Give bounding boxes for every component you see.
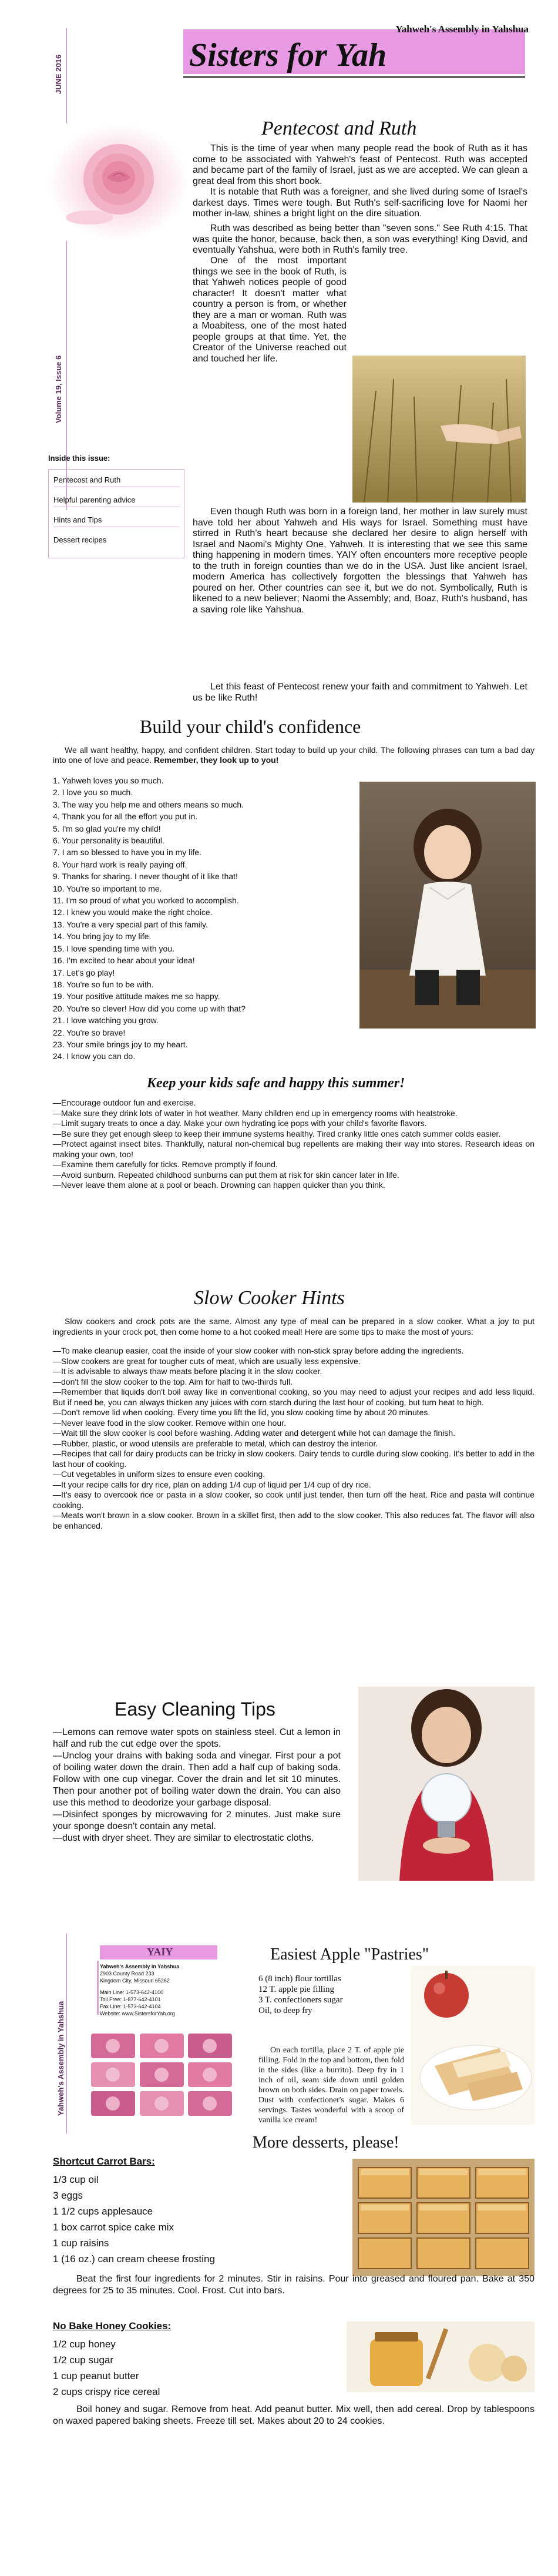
list-item: 1/2 cup honey xyxy=(53,2339,116,2350)
list-item: 1 cup raisins xyxy=(53,2237,109,2249)
list-item: Oil, to deep fry xyxy=(258,2006,312,2015)
list-item: 22. You're so brave! xyxy=(53,1027,126,1037)
address-line: Website: www.SistersforYah.org xyxy=(100,2011,175,2016)
newsletter-title: Sisters for Yah xyxy=(189,37,387,73)
lightbulb-photo xyxy=(358,1687,535,1881)
slow-cooker-intro: Slow cookers and crock pots are the same. Almost any type of meal can be prepared in a slow cooker. What a joy to put ingredients in your crock pot, then come home to a hot cooked meal! Here are some tips to make the most of yours: xyxy=(53,1317,535,1336)
list-item: 6 (8 inch) flour tortillas xyxy=(258,1974,341,1984)
list-item: 18. You're so fun to be with. xyxy=(53,979,154,989)
inside-item: Dessert recipes xyxy=(53,535,107,544)
list-item: 24. I know you can do. xyxy=(53,1051,136,1061)
list-item: 1 (16 oz.) can cream cheese frosting xyxy=(53,2253,215,2265)
cleaning-list xyxy=(53,1727,341,1844)
list-item: 5. I'm so glad you're my child! xyxy=(53,823,161,833)
yaiy-label: YAIY xyxy=(147,1946,173,1958)
inside-box xyxy=(48,469,184,558)
list-item: —Cut vegetables in uniform sizes to ensure even cooking. xyxy=(53,1469,265,1479)
list-item: 1. Yahweh loves you so much. xyxy=(53,776,164,785)
list-item: —It is advisable to always thaw meats before placing it in the slow cooker. xyxy=(53,1366,322,1376)
list-item: 3 eggs xyxy=(53,2190,83,2201)
address-line: Toll Free: 1-877-642-4101 xyxy=(100,1997,161,2002)
issue-date-text: JUNE 2016 xyxy=(54,54,63,94)
back-rule xyxy=(66,1934,67,2133)
list-item: —Never leave them alone at a pool or beach. Drowning can happen quicker than you think. xyxy=(53,1180,385,1190)
list-item: 2 cups crispy rice cereal xyxy=(53,2386,160,2397)
list-item: 7. I am so blessed to have you in my life. xyxy=(53,847,201,857)
summer-list xyxy=(53,1098,535,1191)
list-item: 4. Thank you for all the effort you put in. xyxy=(53,812,198,822)
list-item: 11. I'm so proud of what you worked to accomplish. xyxy=(53,896,239,906)
list-item: —Wait till the slow cooker is cool before washing. Adding water and detergent while hot can damage the finish. xyxy=(53,1428,456,1438)
list-item: —Make sure they drink lots of water in hot weather. Many children end up in emergency rooms with heatstroke. xyxy=(53,1108,458,1118)
slow-cooker-title: Slow Cooker Hints xyxy=(194,1287,345,1309)
honey-jar-photo xyxy=(347,2322,535,2392)
pentecost-paragraph: It is notable that Ruth was a foreigner, and she lived during some of Israel's darkest days. Times were tough. But Ruth's self-sacrificing love for Naomi her mother in-law, shines a bright light on the dire situation. xyxy=(193,187,527,219)
apple-ingredients xyxy=(258,1974,343,2016)
pentecost-paragraph: Ruth was described as being better than "seven sons." See Ruth 4:15. That was quite the honor, because, back then, a son was everything! King David, and eventually Yahshua, were both in Ruth's family tree. xyxy=(193,223,527,255)
confidence-intro-text: We all want healthy, happy, and confident children. Start today to build up your child. The following phrases can turn a bad day into one of love and peace. xyxy=(53,745,535,765)
back-vertical-org xyxy=(56,2001,65,2116)
carrot-bars-photo xyxy=(352,2159,535,2276)
carrot-bars-title: Shortcut Carrot Bars: xyxy=(53,2156,155,2167)
list-item: —To make cleanup easier, coat the inside of your slow cooker with non-stick spray before adding the ingredients. xyxy=(53,1346,464,1355)
list-item: —Never leave food in the slow cooker. Remove within one hour. xyxy=(53,1418,286,1428)
list-item: 19. Your positive attitude makes me so happy. xyxy=(53,991,220,1001)
list-item: —Meats won't brown in a slow cooker. Brown in a skillet first, then add to the slow cooker. This also reduces fat. The flavor will also be enhanced. xyxy=(53,1510,535,1530)
list-item: 1 cup peanut butter xyxy=(53,2370,139,2381)
pentecost-paragraph: This is the time of year when many people read the book of Ruth as it has come to be associated with Yahweh's feast of Pentecost. Ruth was accepted and became part of the family of Israel, just as we are accepted. We can glean a great deal from this short book. xyxy=(193,143,527,186)
list-item: —Rubber, plastic, or wood utensils are preferable to metal, which can destroy the interior. xyxy=(53,1438,378,1448)
inside-item: Helpful parenting advice xyxy=(53,495,179,507)
honey-cookies-ingredients xyxy=(53,2336,160,2400)
carrot-ingredients xyxy=(53,2172,215,2267)
carrot-directions: Beat the first four ingredients for 2 minutes. Stir in raisins. Pour into greased and floured pan. Bake at 350 degrees for 25 to 35 minutes. Cool. Frost. Cut into bars. xyxy=(53,2274,535,2296)
honey-cookies-title: No Bake Honey Cookies: xyxy=(53,2320,172,2332)
issue-date xyxy=(54,0,63,94)
pentecost-paragraph: Let this feast of Pentecost renew your faith and commitment to Yahweh. Let us be like Ruth! xyxy=(193,682,527,703)
list-item: —Don't remove lid when cooking. Every time you lift the lid, you slow cooking time by about 20 minutes. xyxy=(53,1408,431,1417)
list-item: —Remember that liquids don't boil away like in conventional cooking, so you may need to adjust your recipes and add less liquid. But if need be, you can always thicken any juices with corn starch during the last hour of cooking, but turn heat to high. xyxy=(53,1387,535,1407)
list-item: 2. I love you so much. xyxy=(53,788,133,798)
list-item: 17. Let's go play! xyxy=(53,967,115,977)
confidence-title: Build your child's confidence xyxy=(140,716,361,737)
list-item: 1 box carrot spice cake mix xyxy=(53,2222,174,2233)
list-item: —Be sure they get enough sleep to keep their immune systems healthy. Tired cranky little ones catch summer colds easier. xyxy=(53,1128,501,1138)
pentecost-title: Pentecost and Ruth xyxy=(261,118,417,139)
list-item: —Lemons can remove water spots on stainless steel. Cut a lemon in half and rub the cut edge over the spots. xyxy=(53,1727,341,1749)
volume-issue xyxy=(54,356,63,423)
confidence-list xyxy=(53,775,347,1063)
list-item: 1 1/2 cups applesauce xyxy=(53,2206,153,2217)
list-item: —It's easy to overcook rice or pasta in a slow cooker, so cook until just tender, then turn off the heat. Rice and pasta will continue cooking. xyxy=(53,1490,535,1510)
rose-image xyxy=(48,123,189,241)
summer-title: Keep your kids safe and happy this summer! xyxy=(147,1076,405,1091)
volume-issue-text: Volume 19, Issue 6 xyxy=(54,355,63,423)
list-item: 3. The way you help me and others means so much. xyxy=(53,799,244,809)
list-item: 9. Thanks for sharing. I never thought of it like that! xyxy=(53,872,238,882)
rose-grid-image xyxy=(88,2031,235,2119)
list-item: —Disinfect sponges by microwaving for 2 minutes. Just make sure your sponge doesn't contain any metal. xyxy=(53,1810,341,1831)
address-line: Kingdom City, Missouri 65262 xyxy=(100,1978,170,1984)
slow-cooker-list xyxy=(53,1346,535,1531)
back-vertical-text: Yahweh's Assembly in Yahshua xyxy=(56,2001,65,2116)
inside-item: Pentecost and Ruth xyxy=(53,475,179,487)
list-item: 14. You bring joy to my life. xyxy=(53,932,152,942)
list-item: —Recipes that call for dairy products can be tricky in slow cookers. Dairy tends to curdle during slow cooking. It's better to add in the last hour of cooking. xyxy=(53,1449,535,1469)
girl-photo xyxy=(359,782,536,1029)
org-name: Yahweh's Assembly in Yahshua xyxy=(395,24,529,35)
pentecost-paragraph: Even though Ruth was born in a foreign land, her mother in law surely must have told her about Yahweh and His ways for Israel. Something must have stirred in Ruth's heart because she declared her desire to align herself with Israel and Naomi's Mighty One, Yahweh. It is interesting that we see this same thing happening in modern times. YAIY often encounters more receptive people to the truth in foreign counties than we do in the USA. Just like ancient Israel, modern America has collectively forgotten the blessings that Yahweh has poured on her. Other countries can see it, but we do not. Symbolically, Ruth is likened to a new believer; Naomi the Assembly; and, Boaz, Ruth's husband, has a saving role like Yahshua. xyxy=(193,507,527,615)
list-item: 23. Your smile brings joy to my heart. xyxy=(53,1039,188,1049)
address-line xyxy=(100,1984,241,1989)
list-item: —Unclog your drains with baking soda and vinegar. First pour a pot of boiling water down the drain. Then add a half cup of baking soda. Follow with one cup vinegar. Cover the drain and let sit 10 minutes. Then pour another pot of boiling water down the drain. You can also use this method to deodorize your garbage disposal. xyxy=(53,1751,341,1808)
address-line: Yahweh's Assembly in Yahshua xyxy=(100,1964,180,1969)
honey-cookies-directions: Boil honey and sugar. Remove from heat. Add peanut butter. Mix well, then add cereal. Drop by tablespoons on waxed papered baking sheets. Freeze till set. Makes about 20 to 24 cookies. xyxy=(53,2404,535,2426)
list-item: 8. Your hard work is really paying off. xyxy=(53,859,187,869)
address-block xyxy=(100,1963,241,2017)
masthead-rule xyxy=(183,76,525,78)
cleaning-title: Easy Cleaning Tips xyxy=(115,1699,275,1720)
list-item: 16. I'm excited to hear about your idea! xyxy=(53,956,195,966)
list-item: —Examine them carefully for ticks. Remove promptly if found. xyxy=(53,1160,278,1169)
apple-pastries-title: Easiest Apple "Pastries" xyxy=(270,1945,429,1964)
sidebar-rule xyxy=(66,28,67,510)
list-item: 21. I love watching you grow. xyxy=(53,1016,159,1026)
inside-label: Inside this issue: xyxy=(48,454,110,463)
more-desserts-title: More desserts, please! xyxy=(253,2133,399,2152)
address-line: 2903 County Road 233 xyxy=(100,1971,154,1977)
list-item: 10. You're so important to me. xyxy=(53,883,162,893)
list-item: 1/3 cup oil xyxy=(53,2174,99,2185)
confidence-intro xyxy=(53,745,535,765)
list-item: 13. You're a very special part of this family. xyxy=(53,919,208,929)
list-item: 15. I love spending time with you. xyxy=(53,943,175,953)
list-item: —Slow cookers are great for tougher cuts of meat, which are usually less expensive. xyxy=(53,1356,361,1366)
list-item: 3 T. confectioners sugar xyxy=(258,1995,343,2005)
list-item: 12 T. apple pie filling xyxy=(258,1985,335,1994)
wheat-field-image xyxy=(352,356,526,503)
confidence-intro-bold: Remember, they look up to you! xyxy=(154,755,279,765)
pentecost-paragraph: One of the most important things we see in the book of Ruth, is that Yahweh notices people of good character! It doesn't matter what country a person is from, or whether they are a man or woman. Ruth was a Moabitess, one of the most hated people groups at that time. Yet, the Creator of the Universe reached out and touched her life. xyxy=(193,256,347,364)
address-line: Main Line: 1-573-642-4100 xyxy=(100,1989,164,1995)
list-item: 20. You're so clever! How did you come up with that? xyxy=(53,1003,246,1013)
list-item: —Protect against insect bites. Thankfully, natural non-chemical bug repellents are making their way into stores. Research ideas on making your own, too! xyxy=(53,1139,535,1159)
list-item: —don't fill the slow cooker to the top. Aim for half to two-thirds full. xyxy=(53,1376,293,1386)
apple-directions: On each tortilla, place 2 T. of apple pie filling. Fold in the top and bottom, then fold in the sides (like a burrito). Deep fry in 1 inch of oil, seam side down until golden brown on both sides. Drain on paper towels. Dust with confectioner's sugar. Makes 6 servings. Tastes wonderful with a scoop of vanilla ice cream! xyxy=(258,2046,404,2125)
list-item: —dust with dryer sheet. They are similar to electrostatic cloths. xyxy=(53,1833,314,1843)
list-item: —Limit sugary treats to once a day. Make your own hydrating ice pops with your child's favorite flavors. xyxy=(53,1118,427,1128)
list-item: —Avoid sunburn. Repeated childhood sunburns can put them at risk for skin cancer later in life. xyxy=(53,1170,399,1180)
apple-pastry-photo xyxy=(411,1966,535,2125)
inside-item: Hints and Tips xyxy=(53,515,179,527)
address-line: Fax Line: 1-573-642-4104 xyxy=(100,2004,161,2009)
list-item: 6. Your personality is beautiful. xyxy=(53,836,164,846)
list-item: 12. I knew you would make the right choice. xyxy=(53,907,213,917)
list-item: 1/2 cup sugar xyxy=(53,2354,114,2366)
list-item: —It your recipe calls for dry rice, plan on adding 1/4 cup of liquid per 1/4 cup of dry rice. xyxy=(53,1479,371,1489)
list-item: —Encourage outdoor fun and exercise. xyxy=(53,1098,196,1107)
